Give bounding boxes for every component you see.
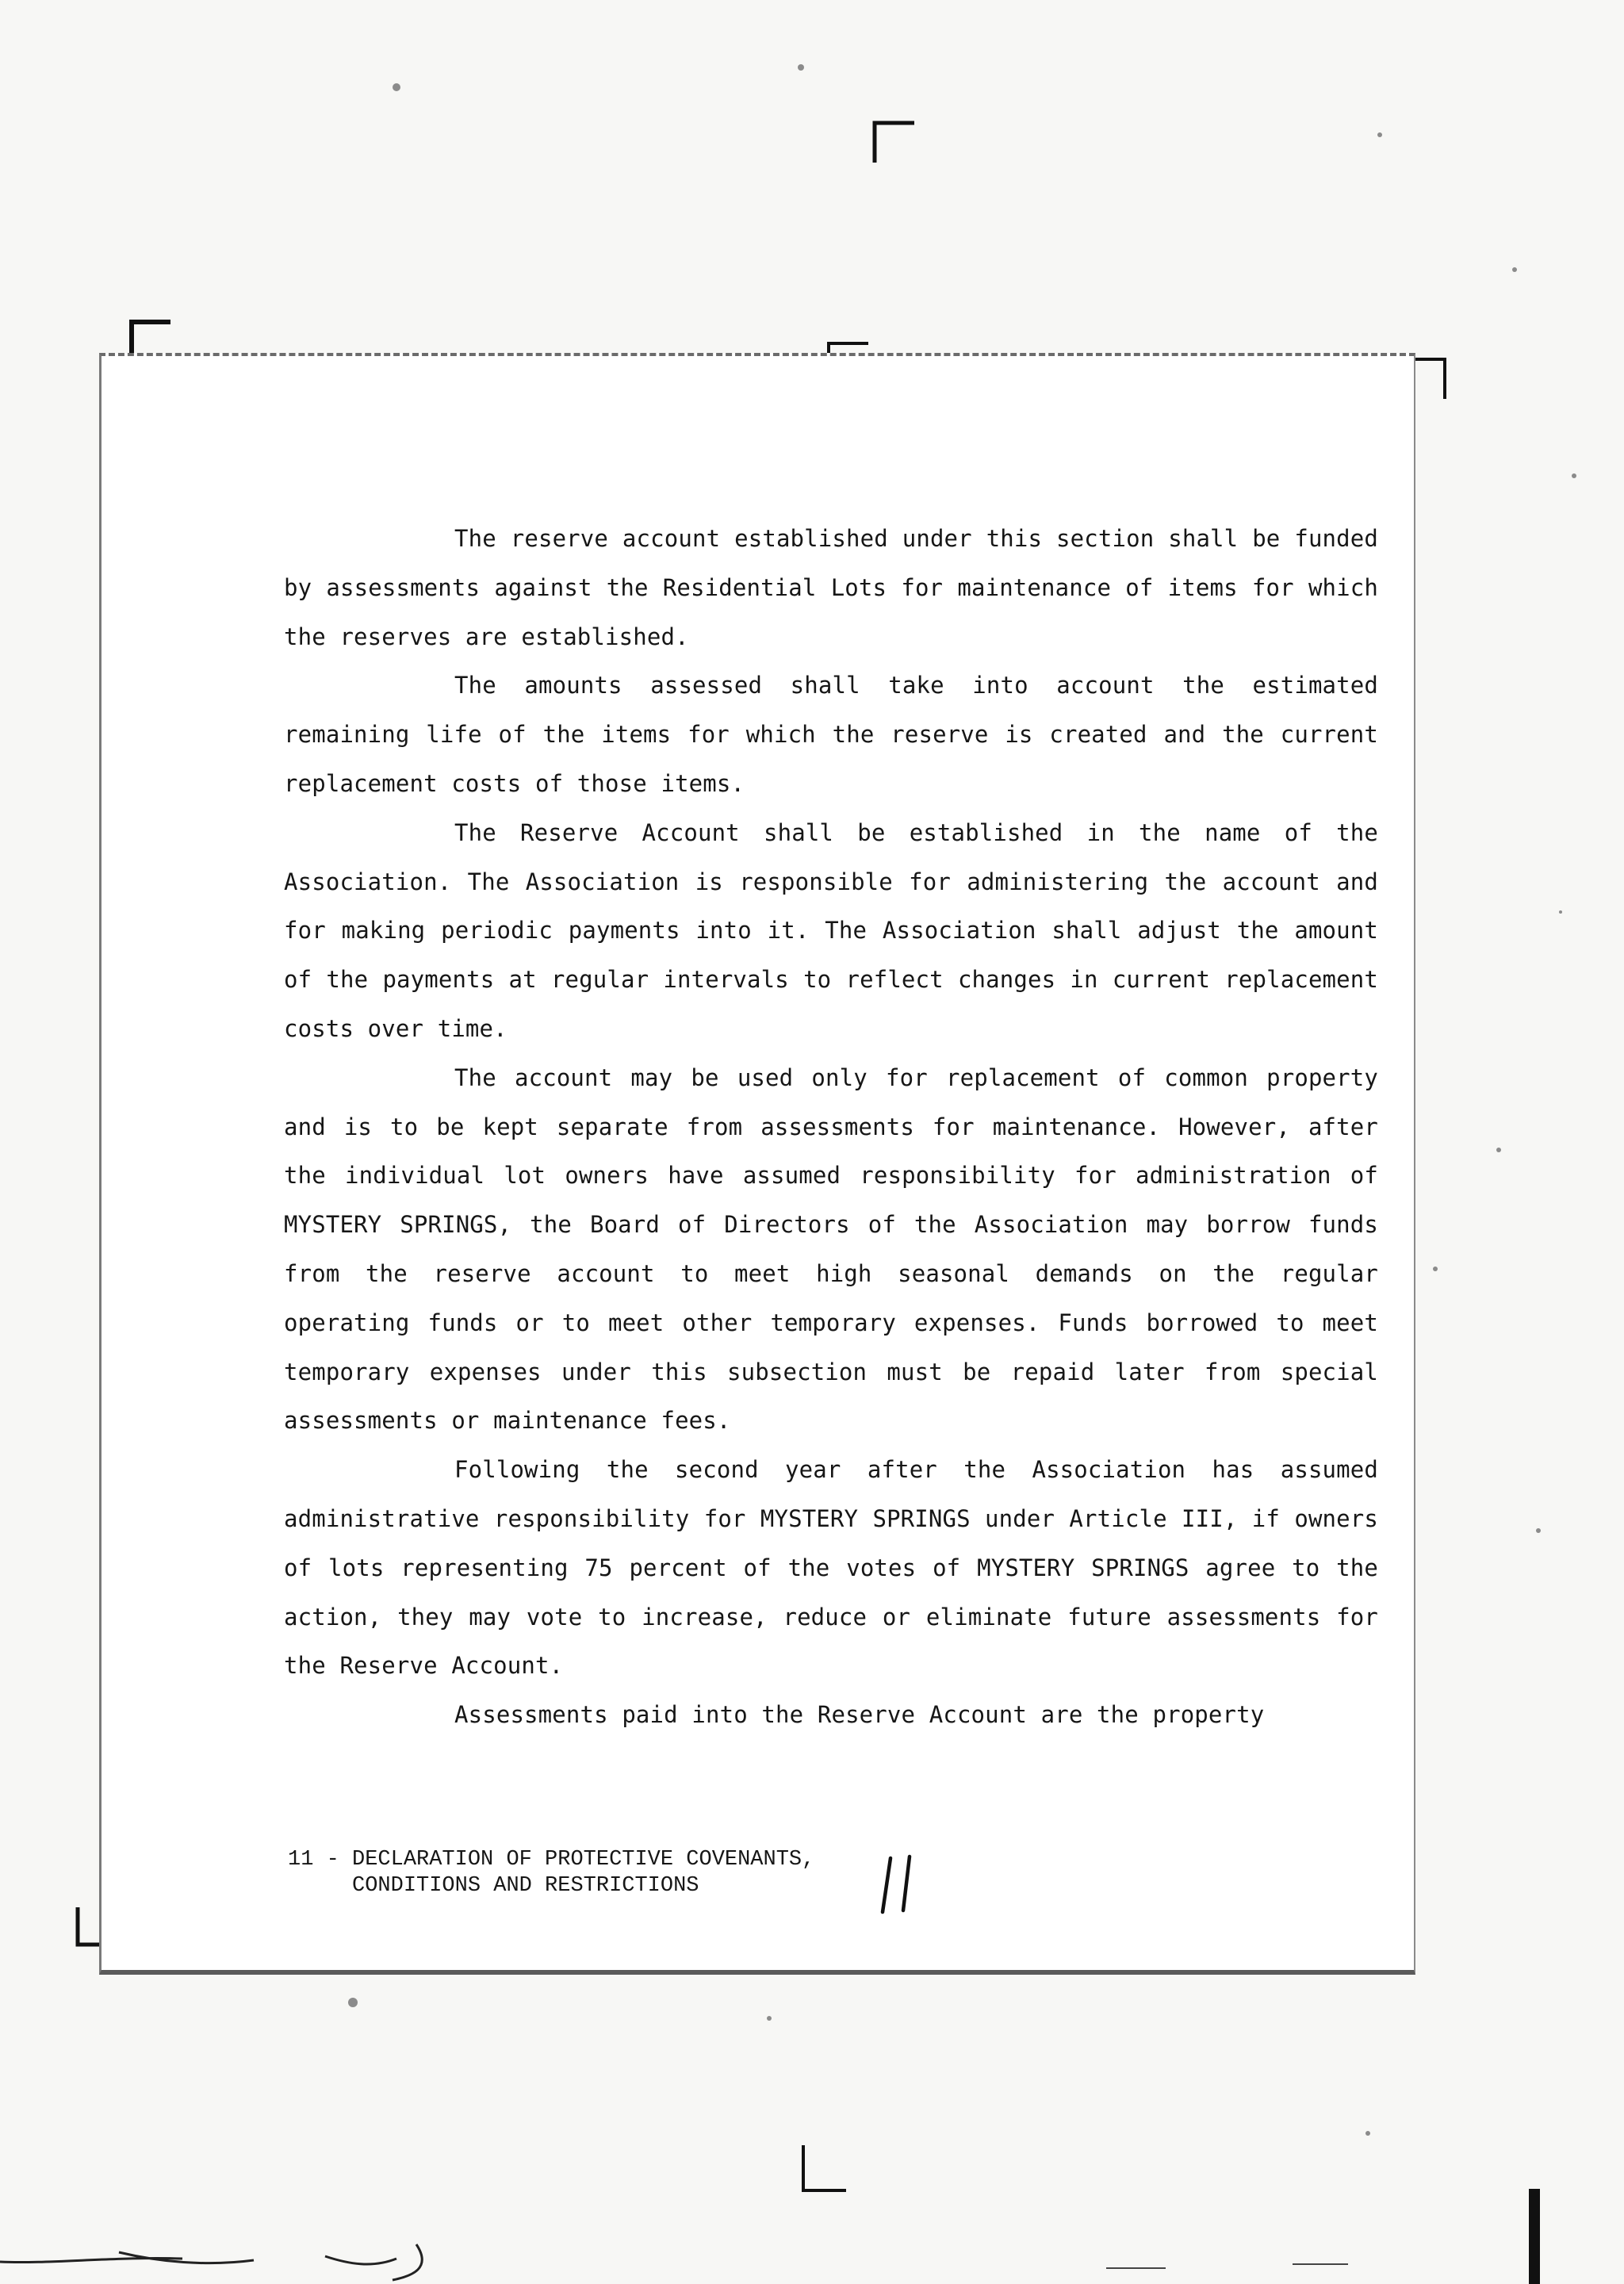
footer-page-number: 11	[288, 1848, 314, 1872]
paragraph-second-year: Following the second year after the Association has assumed administrative responsibility for MYSTERY SPRINGS under Article III, if owners of lots representing 75 percent of the votes of MYSTERY SPRINGS agree to the action, they may vote to increase, reduce or eliminate future assessments for the Reserve Account.	[284, 1456, 1378, 1680]
page-footer	[288, 1847, 814, 1899]
footer-title-line-1: DECLARATION OF PROTECTIVE COVENANTS,	[352, 1848, 815, 1872]
paragraph-reserve-account-name: The Reserve Account shall be established in the name of the Association. The Association is responsible for administering the account and for making periodic payments into it. The Association shall adjust the amount of the payments at regular intervals to reflect changes in current replacement costs over time.	[284, 818, 1378, 1042]
footer-title-line-2: CONDITIONS AND RESTRICTIONS	[352, 1874, 699, 1898]
crop-mark-top-left	[127, 317, 174, 357]
paragraph-assessments-paid: Assessments paid into the Reserve Account are the property	[454, 1701, 1265, 1729]
footer-line-1	[288, 1847, 814, 1873]
paragraph-reserve-account: The reserve account established under this section shall be funded by assessments against the Residential Lots for maintenance of items for which the reserves are established.	[284, 525, 1378, 650]
paragraph-amounts-assessed: The amounts assessed shall take into account the estimated remaining life of the items for which the reserve is created and the current replacement costs of those items.	[284, 672, 1378, 797]
crop-mark-top-center	[871, 119, 918, 167]
handwritten-page-number	[867, 1853, 930, 1917]
paragraph-account-usage: The account may be used only for replacement of common property and is to be kept separate from assessments for maintenance. However, after the individual lot owners have assumed responsibility for administration of MYSTERY SPRINGS, the Board of Directors of the Association may borrow funds from the reserve account to meet high seasonal demands on the regular operating funds or to meet other temporary expenses. Funds borrowed to meet temporary expenses under this subsection must be repaid later from special assessments or maintenance fees.	[284, 1063, 1378, 1435]
document-page	[99, 353, 1415, 1975]
footer-line-2	[288, 1873, 814, 1899]
document-body	[284, 515, 1378, 1740]
crop-mark-bottom-center	[797, 2141, 852, 2197]
footer-separator: -	[326, 1848, 339, 1872]
